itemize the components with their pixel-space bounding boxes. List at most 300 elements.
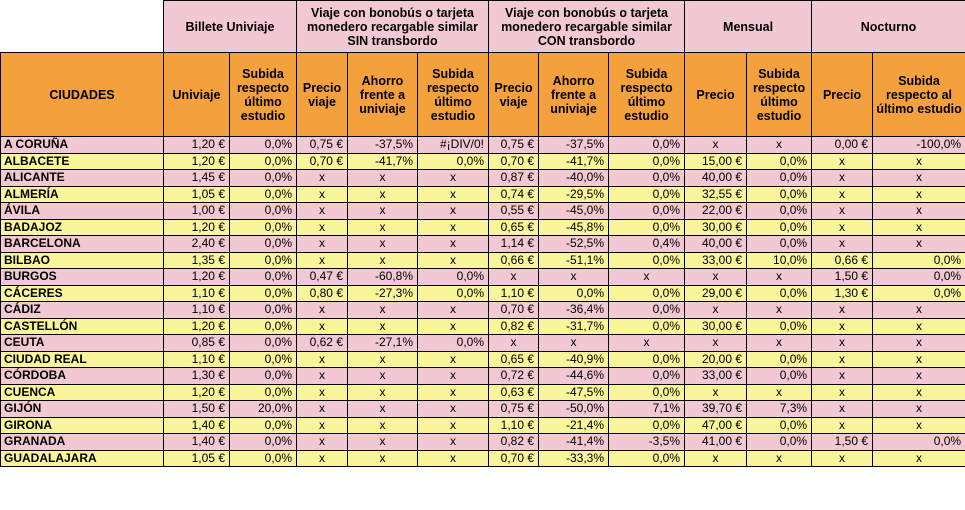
value-cell: -3,5% xyxy=(609,434,685,451)
value-cell: x xyxy=(812,335,873,352)
column-header: Precio xyxy=(812,53,873,137)
value-cell: 0,0% xyxy=(747,351,812,368)
value-cell: 0,65 € xyxy=(489,351,539,368)
value-cell: 1,10 € xyxy=(489,417,539,434)
value-cell: -27,3% xyxy=(348,285,418,302)
value-cell: 0,0% xyxy=(609,318,685,335)
city-name-cell: CASTELLÓN xyxy=(1,318,164,335)
value-cell: 0,0% xyxy=(230,285,297,302)
value-cell: 0,0% xyxy=(873,269,965,286)
value-cell: 1,05 € xyxy=(164,186,230,203)
value-cell: x xyxy=(747,335,812,352)
column-header-ciudades: CIUDADES xyxy=(1,53,164,137)
value-cell: 0,63 € xyxy=(489,384,539,401)
value-cell: 33,00 € xyxy=(685,252,747,269)
value-cell: x xyxy=(747,450,812,467)
value-cell: 0,0% xyxy=(418,285,489,302)
value-cell: 0,47 € xyxy=(297,269,348,286)
value-cell: x xyxy=(297,368,348,385)
value-cell: x xyxy=(489,269,539,286)
value-cell: -44,6% xyxy=(539,368,609,385)
city-name-cell: BURGOS xyxy=(1,269,164,286)
value-cell: 0,75 € xyxy=(489,137,539,154)
value-cell: x xyxy=(747,137,812,154)
value-cell: 0,62 € xyxy=(297,335,348,352)
table-row xyxy=(1,203,965,220)
value-cell: x xyxy=(297,450,348,467)
value-cell: x xyxy=(348,450,418,467)
value-cell: x xyxy=(873,318,965,335)
value-cell: x xyxy=(297,434,348,451)
value-cell: -100,0% xyxy=(873,137,965,154)
value-cell: x xyxy=(297,302,348,319)
value-cell: x xyxy=(812,186,873,203)
table-row xyxy=(1,401,965,418)
value-cell: 1,20 € xyxy=(164,269,230,286)
table-row xyxy=(1,450,965,467)
value-cell: x xyxy=(297,203,348,220)
value-cell: 0,0% xyxy=(230,351,297,368)
table-row xyxy=(1,219,965,236)
value-cell: 0,0% xyxy=(609,186,685,203)
value-cell: 0,0% xyxy=(609,368,685,385)
value-cell: x xyxy=(297,252,348,269)
value-cell: 0,0% xyxy=(747,417,812,434)
value-cell: x xyxy=(348,368,418,385)
value-cell: x xyxy=(685,302,747,319)
value-cell: 0,0% xyxy=(418,153,489,170)
value-cell: 0,0% xyxy=(230,450,297,467)
table-row xyxy=(1,351,965,368)
value-cell: 0,0% xyxy=(747,186,812,203)
table-row xyxy=(1,153,965,170)
value-cell: x xyxy=(812,368,873,385)
value-cell: 1,20 € xyxy=(164,137,230,154)
value-cell: 0,0% xyxy=(230,335,297,352)
value-cell: x xyxy=(348,236,418,253)
value-cell: x xyxy=(418,450,489,467)
value-cell: x xyxy=(812,302,873,319)
value-cell: 0,82 € xyxy=(489,434,539,451)
value-cell: 0,85 € xyxy=(164,335,230,352)
value-cell: 15,00 € xyxy=(685,153,747,170)
value-cell: 0,74 € xyxy=(489,186,539,203)
value-cell: 0,0% xyxy=(418,269,489,286)
value-cell: 0,0% xyxy=(609,252,685,269)
value-cell: x xyxy=(747,384,812,401)
column-header: Precio viaje xyxy=(489,53,539,137)
city-name-cell: GIRONA xyxy=(1,417,164,434)
value-cell: x xyxy=(873,219,965,236)
value-cell: 0,82 € xyxy=(489,318,539,335)
group-header-mensual: Mensual xyxy=(685,1,812,53)
city-name-cell: GUADALAJARA xyxy=(1,450,164,467)
value-cell: 33,00 € xyxy=(685,368,747,385)
value-cell: -37,5% xyxy=(348,137,418,154)
value-cell: 1,14 € xyxy=(489,236,539,253)
value-cell: 20,0% xyxy=(230,401,297,418)
value-cell: 1,50 € xyxy=(164,401,230,418)
value-cell: x xyxy=(418,351,489,368)
column-header: Subida respecto último estudio xyxy=(418,53,489,137)
table-row xyxy=(1,368,965,385)
value-cell: x xyxy=(812,401,873,418)
value-cell: x xyxy=(297,351,348,368)
value-cell: x xyxy=(297,236,348,253)
value-cell: -41,7% xyxy=(539,153,609,170)
value-cell: 0,87 € xyxy=(489,170,539,187)
city-name-cell: CÓRDOBA xyxy=(1,368,164,385)
value-cell: 0,0% xyxy=(609,302,685,319)
value-cell: -33,3% xyxy=(539,450,609,467)
value-cell: x xyxy=(812,219,873,236)
column-header: Subida respecto último estudio xyxy=(747,53,812,137)
value-cell: 0,0% xyxy=(609,384,685,401)
value-cell: 0,0% xyxy=(873,434,965,451)
value-cell: 0,72 € xyxy=(489,368,539,385)
value-cell: 0,0% xyxy=(609,417,685,434)
value-cell: 0,0% xyxy=(230,186,297,203)
value-cell: x xyxy=(348,186,418,203)
value-cell: 1,10 € xyxy=(164,285,230,302)
value-cell: -41,4% xyxy=(539,434,609,451)
column-header: Ahorro frente a univiaje xyxy=(539,53,609,137)
value-cell: 1,50 € xyxy=(812,269,873,286)
value-cell: 1,05 € xyxy=(164,450,230,467)
value-cell: x xyxy=(348,302,418,319)
value-cell: 0,0% xyxy=(230,219,297,236)
value-cell: 0,0% xyxy=(609,170,685,187)
value-cell: x xyxy=(812,351,873,368)
value-cell: 0,70 € xyxy=(489,302,539,319)
value-cell: 0,0% xyxy=(230,269,297,286)
value-cell: -60,8% xyxy=(348,269,418,286)
value-cell: 0,0% xyxy=(230,417,297,434)
value-cell: 1,00 € xyxy=(164,203,230,220)
value-cell: 47,00 € xyxy=(685,417,747,434)
value-cell: 40,00 € xyxy=(685,236,747,253)
value-cell: x xyxy=(812,318,873,335)
value-cell: x xyxy=(812,236,873,253)
value-cell: x xyxy=(297,219,348,236)
value-cell: 0,55 € xyxy=(489,203,539,220)
table-row xyxy=(1,318,965,335)
value-cell: -21,4% xyxy=(539,417,609,434)
value-cell: 1,40 € xyxy=(164,417,230,434)
value-cell: 20,00 € xyxy=(685,351,747,368)
value-cell: x xyxy=(685,137,747,154)
value-cell: x xyxy=(812,417,873,434)
empty-corner-cell xyxy=(1,1,164,53)
table-row xyxy=(1,384,965,401)
table-row xyxy=(1,302,965,319)
city-name-cell: CUENCA xyxy=(1,384,164,401)
value-cell: 0,0% xyxy=(747,170,812,187)
value-cell: 32,55 € xyxy=(685,186,747,203)
table-row xyxy=(1,170,965,187)
value-cell: x xyxy=(418,368,489,385)
value-cell: 0,4% xyxy=(609,236,685,253)
value-cell: x xyxy=(873,170,965,187)
value-cell: x xyxy=(348,434,418,451)
value-cell: 1,20 € xyxy=(164,153,230,170)
value-cell: 0,0% xyxy=(609,219,685,236)
value-cell: 1,35 € xyxy=(164,252,230,269)
value-cell: 30,00 € xyxy=(685,219,747,236)
value-cell: x xyxy=(685,335,747,352)
value-cell: x xyxy=(297,170,348,187)
value-cell: x xyxy=(418,302,489,319)
value-cell: 0,80 € xyxy=(297,285,348,302)
value-cell: 1,30 € xyxy=(812,285,873,302)
value-cell: 40,00 € xyxy=(685,170,747,187)
table-row xyxy=(1,285,965,302)
value-cell: 0,0% xyxy=(230,252,297,269)
value-cell: x xyxy=(812,203,873,220)
value-cell: 1,10 € xyxy=(489,285,539,302)
value-cell: x xyxy=(348,203,418,220)
value-cell: 0,0% xyxy=(230,153,297,170)
value-cell: x xyxy=(297,186,348,203)
value-cell: x xyxy=(873,384,965,401)
value-cell: 1,45 € xyxy=(164,170,230,187)
column-header: Univiaje xyxy=(164,53,230,137)
value-cell: -40,0% xyxy=(539,170,609,187)
city-name-cell: ALBACETE xyxy=(1,153,164,170)
value-cell: x xyxy=(873,335,965,352)
value-cell: 0,0% xyxy=(747,236,812,253)
value-cell: 0,0% xyxy=(609,351,685,368)
value-cell: 0,0% xyxy=(747,285,812,302)
value-cell: 2,40 € xyxy=(164,236,230,253)
value-cell: x xyxy=(348,401,418,418)
value-cell: x xyxy=(812,450,873,467)
city-name-cell: ALMERÍA xyxy=(1,186,164,203)
table-row xyxy=(1,434,965,451)
value-cell: x xyxy=(297,417,348,434)
value-cell: x xyxy=(348,219,418,236)
value-cell: x xyxy=(418,219,489,236)
value-cell: x xyxy=(297,384,348,401)
value-cell: x xyxy=(873,153,965,170)
value-cell: x xyxy=(418,401,489,418)
value-cell: -52,5% xyxy=(539,236,609,253)
value-cell: -40,9% xyxy=(539,351,609,368)
value-cell: 0,0% xyxy=(747,368,812,385)
value-cell: 0,66 € xyxy=(489,252,539,269)
value-cell: #¡DIV/0! xyxy=(418,137,489,154)
value-cell: x xyxy=(747,302,812,319)
table-row xyxy=(1,252,965,269)
value-cell: 0,0% xyxy=(418,335,489,352)
value-cell: x xyxy=(873,236,965,253)
value-cell: x xyxy=(418,186,489,203)
value-cell: -29,5% xyxy=(539,186,609,203)
value-cell: x xyxy=(685,384,747,401)
value-cell: 0,0% xyxy=(609,153,685,170)
group-header-row xyxy=(1,1,965,53)
value-cell: x xyxy=(609,335,685,352)
value-cell: x xyxy=(348,252,418,269)
value-cell: x xyxy=(873,417,965,434)
value-cell: 0,0% xyxy=(609,203,685,220)
city-name-cell: CÁDIZ xyxy=(1,302,164,319)
table-row xyxy=(1,335,965,352)
value-cell: 7,3% xyxy=(747,401,812,418)
value-cell: 0,0% xyxy=(230,170,297,187)
value-cell: x xyxy=(418,203,489,220)
city-name-cell: ÁVILA xyxy=(1,203,164,220)
value-cell: x xyxy=(873,186,965,203)
value-cell: -31,7% xyxy=(539,318,609,335)
value-cell: 0,75 € xyxy=(297,137,348,154)
column-header: Subida respecto último estudio xyxy=(230,53,297,137)
city-name-cell: CÁCERES xyxy=(1,285,164,302)
value-cell: 1,10 € xyxy=(164,302,230,319)
value-cell: x xyxy=(812,153,873,170)
value-cell: 0,0% xyxy=(230,318,297,335)
value-cell: x xyxy=(297,318,348,335)
value-cell: -50,0% xyxy=(539,401,609,418)
value-cell: 0,0% xyxy=(873,285,965,302)
value-cell: 0,0% xyxy=(230,368,297,385)
value-cell: 39,70 € xyxy=(685,401,747,418)
city-name-cell: GRANADA xyxy=(1,434,164,451)
value-cell: -51,1% xyxy=(539,252,609,269)
value-cell: 1,10 € xyxy=(164,351,230,368)
value-cell: x xyxy=(418,252,489,269)
city-name-cell: CIUDAD REAL xyxy=(1,351,164,368)
city-name-cell: GIJÓN xyxy=(1,401,164,418)
value-cell: 1,30 € xyxy=(164,368,230,385)
value-cell: 0,0% xyxy=(609,285,685,302)
value-cell: x xyxy=(348,417,418,434)
value-cell: 1,50 € xyxy=(812,434,873,451)
value-cell: x xyxy=(418,170,489,187)
value-cell: x xyxy=(873,302,965,319)
value-cell: 0,0% xyxy=(230,302,297,319)
column-header: Subida respecto al último estudio xyxy=(873,53,965,137)
value-cell: 0,0% xyxy=(873,252,965,269)
value-cell: 22,00 € xyxy=(685,203,747,220)
value-cell: x xyxy=(873,368,965,385)
value-cell: 0,0% xyxy=(230,434,297,451)
value-cell: x xyxy=(539,269,609,286)
table-body xyxy=(1,137,965,467)
value-cell: x xyxy=(418,236,489,253)
value-cell: -47,5% xyxy=(539,384,609,401)
value-cell: x xyxy=(418,384,489,401)
value-cell: x xyxy=(812,384,873,401)
value-cell: 0,0% xyxy=(609,450,685,467)
group-header-sin-transbordo: Viaje con bonobús o tarjeta monedero recargable similar SIN transbordo xyxy=(297,1,489,53)
value-cell: 0,0% xyxy=(230,137,297,154)
column-header: Precio viaje xyxy=(297,53,348,137)
value-cell: 0,70 € xyxy=(489,153,539,170)
value-cell: x xyxy=(297,401,348,418)
table-row xyxy=(1,269,965,286)
value-cell: 0,0% xyxy=(230,384,297,401)
value-cell: x xyxy=(812,170,873,187)
value-cell: x xyxy=(685,450,747,467)
value-cell: 0,0% xyxy=(747,219,812,236)
value-cell: 0,0% xyxy=(747,203,812,220)
column-header: Precio xyxy=(685,53,747,137)
value-cell: x xyxy=(489,335,539,352)
value-cell: 0,0% xyxy=(230,236,297,253)
value-cell: 1,20 € xyxy=(164,219,230,236)
value-cell: x xyxy=(873,450,965,467)
value-cell: x xyxy=(348,170,418,187)
city-name-cell: ALICANTE xyxy=(1,170,164,187)
value-cell: x xyxy=(873,401,965,418)
value-cell: 0,66 € xyxy=(812,252,873,269)
value-cell: -27,1% xyxy=(348,335,418,352)
column-header: Ahorro frente a univiaje xyxy=(348,53,418,137)
value-cell: 0,70 € xyxy=(489,450,539,467)
value-cell: x xyxy=(418,434,489,451)
group-header-univiaje: Billete Univiaje xyxy=(164,1,297,53)
value-cell: 1,40 € xyxy=(164,434,230,451)
table-row xyxy=(1,137,965,154)
value-cell: 0,0% xyxy=(609,137,685,154)
value-cell: 0,0% xyxy=(230,203,297,220)
value-cell: x xyxy=(539,335,609,352)
value-cell: 0,70 € xyxy=(297,153,348,170)
group-header-nocturno: Nocturno xyxy=(812,1,965,53)
city-name-cell: BADAJOZ xyxy=(1,219,164,236)
value-cell: x xyxy=(747,269,812,286)
group-header-con-transbordo: Viaje con bonobús o tarjeta monedero recargable similar CON transbordo xyxy=(489,1,685,53)
value-cell: x xyxy=(348,384,418,401)
value-cell: 29,00 € xyxy=(685,285,747,302)
city-name-cell: BILBAO xyxy=(1,252,164,269)
value-cell: 30,00 € xyxy=(685,318,747,335)
value-cell: 0,0% xyxy=(539,285,609,302)
city-name-cell: A CORUÑA xyxy=(1,137,164,154)
value-cell: 0,0% xyxy=(747,153,812,170)
value-cell: x xyxy=(873,203,965,220)
value-cell: 41,00 € xyxy=(685,434,747,451)
column-header-row xyxy=(1,53,965,137)
table-row xyxy=(1,417,965,434)
value-cell: x xyxy=(348,318,418,335)
value-cell: -45,8% xyxy=(539,219,609,236)
value-cell: x xyxy=(418,318,489,335)
value-cell: -41,7% xyxy=(348,153,418,170)
value-cell: 0,00 € xyxy=(812,137,873,154)
value-cell: 0,65 € xyxy=(489,219,539,236)
value-cell: 10,0% xyxy=(747,252,812,269)
value-cell: -45,0% xyxy=(539,203,609,220)
value-cell: -37,5% xyxy=(539,137,609,154)
value-cell: x xyxy=(873,351,965,368)
table-row xyxy=(1,236,965,253)
value-cell: 7,1% xyxy=(609,401,685,418)
value-cell: 1,20 € xyxy=(164,318,230,335)
value-cell: x xyxy=(418,417,489,434)
table-row xyxy=(1,186,965,203)
value-cell: x xyxy=(685,269,747,286)
value-cell: 1,20 € xyxy=(164,384,230,401)
value-cell: x xyxy=(348,351,418,368)
column-header: Subida respecto último estudio xyxy=(609,53,685,137)
value-cell: x xyxy=(609,269,685,286)
value-cell: 0,75 € xyxy=(489,401,539,418)
city-name-cell: CEUTA xyxy=(1,335,164,352)
value-cell: 0,0% xyxy=(747,434,812,451)
value-cell: -36,4% xyxy=(539,302,609,319)
